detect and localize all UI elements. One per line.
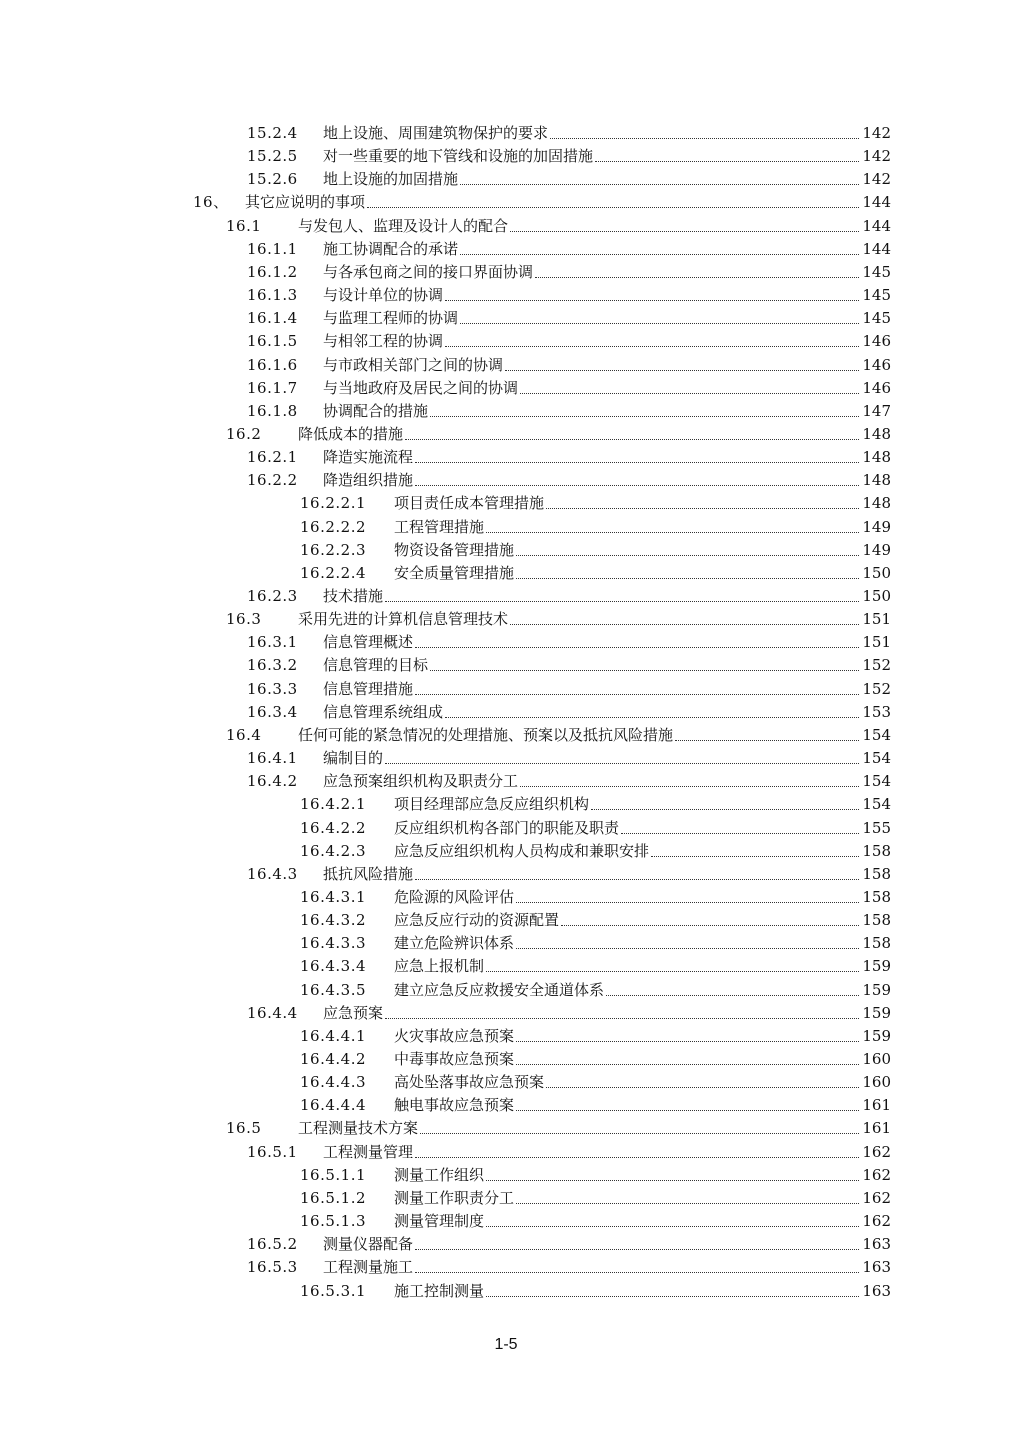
toc-entry-page: 162 (862, 1165, 891, 1184)
toc-entry-page: 144 (862, 239, 891, 258)
toc-entry-page: 159 (862, 980, 891, 999)
toc-entry-title: 与相邻工程的协调 (323, 332, 444, 351)
toc-entry-page: 154 (862, 772, 891, 791)
toc-entry-page: 158 (862, 864, 891, 883)
toc-entry-title: 降造组织措施 (323, 471, 414, 490)
toc-entry-title: 与市政相关部门之间的协调 (323, 355, 504, 374)
toc-leader-dots (415, 869, 859, 880)
toc-entry-number: 16.3.2 (247, 656, 298, 675)
toc-entry[interactable] (193, 189, 891, 212)
toc-entry[interactable] (226, 213, 891, 236)
toc-leader-dots (595, 151, 859, 162)
toc-entry-number: 16.1.4 (247, 309, 298, 328)
toc-entry-number: 16.1.1 (247, 239, 298, 258)
toc-entry-title: 高处坠落事故应急预案 (394, 1073, 545, 1092)
toc-leader-dots (520, 776, 859, 787)
toc-entry-title: 物资设备管理措施 (394, 540, 515, 559)
toc-entry[interactable] (300, 838, 891, 861)
toc-entry[interactable] (226, 421, 891, 444)
toc-entry-title: 协调配合的措施 (323, 401, 429, 420)
toc-entry-title: 中毒事故应急预案 (394, 1050, 515, 1068)
toc-leader-dots (505, 360, 859, 371)
toc-entry[interactable] (226, 1115, 891, 1138)
toc-entry-number: 15.2.5 (247, 147, 298, 166)
toc-entry-page: 153 (862, 702, 891, 721)
toc-entry-page: 150 (862, 587, 891, 605)
toc-entry-number: 16.4.3.5 (300, 980, 367, 999)
toc-leader-dots (516, 1193, 859, 1204)
toc-entry-number: 16.2.2.3 (300, 540, 367, 559)
toc-entry-number: 16.2.2.1 (300, 494, 367, 513)
toc-entry-page: 162 (862, 1212, 891, 1231)
toc-entry-number: 16.5.3.1 (300, 1281, 367, 1300)
toc-entry-page: 148 (862, 471, 891, 490)
toc-entry-number: 16.5.1.1 (300, 1165, 367, 1184)
toc-entry-number: 16.5.3 (247, 1258, 298, 1277)
toc-entry-title: 信息管理概述 (323, 633, 414, 652)
toc-leader-dots (460, 174, 859, 185)
toc-entry[interactable] (300, 930, 891, 953)
toc-entry[interactable] (247, 305, 891, 328)
toc-leader-dots (591, 799, 859, 810)
toc-entry-number: 15.2.4 (247, 124, 298, 142)
page-number: 1-5 (494, 1336, 518, 1353)
toc-entry-title: 测量管理制度 (394, 1212, 485, 1231)
toc-entry-page: 144 (862, 193, 891, 212)
toc-entry-page: 160 (862, 1050, 891, 1068)
toc-leader-dots (675, 730, 859, 741)
toc-leader-dots (367, 197, 859, 208)
toc-entry-title: 应急预案 (323, 1003, 384, 1022)
toc-leader-dots (486, 1216, 859, 1227)
toc-entry-page: 145 (862, 309, 891, 328)
toc-entry-title: 应急反应组织机构人员构成和兼职安排 (394, 841, 650, 860)
toc-entry-title: 地上设施、周围建筑物保护的要求 (323, 124, 549, 142)
toc-entry-page: 161 (862, 1119, 891, 1138)
toc-entry-number: 16.4.4.1 (300, 1026, 367, 1045)
toc-entry-number: 16.3 (226, 610, 262, 629)
toc-entry-title: 施工控制测量 (394, 1281, 485, 1300)
toc-entry[interactable] (247, 1139, 891, 1162)
toc-entry-title: 项目责任成本管理措施 (394, 494, 545, 513)
toc-entry-page: 161 (862, 1096, 891, 1115)
toc-entry-page: 146 (862, 378, 891, 397)
toc-entry-number: 16.1.6 (247, 355, 298, 374)
toc-leader-dots (415, 1262, 859, 1273)
toc-entry[interactable] (300, 953, 891, 976)
toc-entry[interactable] (247, 467, 891, 490)
toc-entry-title: 危险源的风险评估 (394, 887, 515, 906)
toc-entry-page: 146 (862, 332, 891, 351)
toc-entry-title: 信息管理系统组成 (323, 702, 444, 721)
toc-entry-page: 162 (862, 1142, 891, 1161)
toc-leader-dots (415, 1239, 859, 1250)
toc-entry-title: 采用先进的计算机信息管理技术 (298, 610, 509, 629)
toc-entry-page: 152 (862, 679, 891, 698)
toc-entry-number: 16.4.3.1 (300, 887, 367, 906)
toc-entry[interactable] (247, 444, 891, 467)
toc-entry-page: 154 (862, 749, 891, 768)
toc-leader-dots (385, 1008, 859, 1019)
toc-entry-title: 降低成本的措施 (298, 424, 404, 443)
toc-entry-title: 应急反应行动的资源配置 (394, 911, 560, 930)
toc-entry[interactable] (300, 490, 891, 513)
toc-entry-title: 抵抗风险措施 (323, 864, 414, 883)
toc-entry[interactable] (300, 514, 891, 537)
toc-leader-dots (430, 406, 859, 417)
toc-entry[interactable] (300, 791, 891, 814)
toc-entry-page: 160 (862, 1073, 891, 1092)
toc-entry-title: 对一些重要的地下管线和设施的加固措施 (323, 147, 594, 166)
toc-entry[interactable] (247, 166, 891, 189)
toc-entry[interactable] (247, 1254, 891, 1277)
toc-leader-dots (486, 1286, 859, 1297)
toc-entry-number: 16.5 (226, 1119, 262, 1138)
toc-entry-title: 与设计单位的协调 (323, 286, 444, 305)
toc-leader-dots (606, 985, 859, 996)
toc-entry-number: 16.1.8 (247, 401, 298, 420)
toc-entry[interactable] (247, 236, 891, 259)
toc-entry[interactable] (300, 560, 891, 583)
toc-entry-page: 151 (862, 610, 891, 629)
toc-entry[interactable] (247, 629, 891, 652)
toc-entry-number: 16.4.2 (247, 772, 298, 791)
toc-entry-page: 154 (862, 795, 891, 814)
toc-entry-title: 信息管理措施 (323, 679, 414, 698)
toc-entry-title: 工程管理措施 (394, 517, 485, 536)
toc-leader-dots (621, 823, 859, 834)
toc-leader-dots (445, 336, 859, 347)
toc-entry-number: 16.4.3.3 (300, 934, 367, 953)
toc-entry-page: 159 (862, 1003, 891, 1022)
toc-leader-dots (385, 591, 859, 602)
toc-entry[interactable] (247, 143, 891, 166)
toc-entry-page: 148 (862, 424, 891, 443)
toc-entry-page: 142 (862, 170, 891, 189)
toc-entry-number: 16.4.3 (247, 864, 298, 883)
toc-entry-title: 测量工作职责分工 (394, 1188, 515, 1207)
toc-entry-title: 技术措施 (323, 587, 384, 605)
toc-entry-number: 16.1.3 (247, 286, 298, 305)
toc-leader-dots (516, 1100, 859, 1111)
toc-entry-title: 与监理工程师的协调 (323, 309, 459, 328)
toc-entry-page: 142 (862, 124, 891, 142)
toc-entry[interactable] (247, 328, 891, 351)
toc-entry-title: 应急预案组织机构及职责分工 (323, 772, 519, 791)
toc-entry[interactable] (300, 1023, 891, 1046)
toc-leader-dots (520, 383, 859, 394)
toc-entry[interactable] (247, 375, 891, 398)
toc-entry-title: 与各承包商之间的接口界面协调 (323, 262, 534, 281)
toc-leader-dots (516, 568, 859, 579)
toc-entry-title: 工程测量管理 (323, 1142, 414, 1161)
toc-entry[interactable] (247, 1231, 891, 1254)
toc-entry-number: 16.4.4 (247, 1003, 298, 1022)
toc-entry-title: 安全质量管理措施 (394, 563, 515, 582)
toc-entry[interactable] (247, 861, 891, 884)
toc-entry[interactable] (247, 1000, 891, 1023)
toc-leader-dots (415, 452, 859, 463)
toc-entry-title: 与发包人、监理及设计人的配合 (298, 216, 509, 235)
toc-entry-title: 反应组织机构各部门的职能及职责 (394, 818, 620, 837)
toc-entry-number: 16.1.2 (247, 262, 298, 281)
toc-entry-number: 16.5.1.3 (300, 1212, 367, 1231)
toc-leader-dots (445, 290, 859, 301)
toc-entry-title: 任何可能的紧急情况的处理措施、预案以及抵抗风险措施 (298, 725, 674, 744)
toc-entry-page: 155 (862, 818, 891, 837)
toc-entry[interactable] (247, 259, 891, 282)
toc-entry-number: 16.3.3 (247, 679, 298, 698)
toc-entry-page: 151 (862, 633, 891, 652)
toc-entry-title: 信息管理的目标 (323, 656, 429, 675)
toc-entry[interactable] (247, 768, 891, 791)
toc-leader-dots (430, 660, 859, 671)
toc-leader-dots (516, 1054, 859, 1065)
toc-entry-page: 158 (862, 887, 891, 906)
toc-entry-number: 16.3.4 (247, 702, 298, 721)
toc-entry[interactable] (300, 1278, 891, 1301)
toc-entry-page: 163 (862, 1281, 891, 1300)
toc-entry-title: 建立危险辨识体系 (394, 934, 515, 953)
toc-entry-title: 编制目的 (323, 749, 384, 768)
toc-entry-page: 149 (862, 517, 891, 536)
toc-entry-page: 145 (862, 286, 891, 305)
toc-entry-page: 144 (862, 216, 891, 235)
toc-leader-dots (460, 313, 859, 324)
toc-entry-title: 工程测量施工 (323, 1258, 414, 1277)
toc-entry-number: 16.4.2.1 (300, 795, 367, 814)
toc-entry-page: 158 (862, 911, 891, 930)
toc-leader-dots (516, 1031, 859, 1042)
toc-entry[interactable] (247, 398, 891, 421)
toc-entry[interactable] (300, 907, 891, 930)
toc-leader-dots (546, 1077, 859, 1088)
toc-entry-page: 147 (862, 401, 891, 420)
toc-leader-dots (516, 938, 859, 949)
toc-entry-number: 16.2.3 (247, 587, 298, 605)
toc-leader-dots (385, 753, 859, 764)
toc-entry[interactable] (247, 352, 891, 375)
toc-leader-dots (415, 637, 859, 648)
toc-entry[interactable] (300, 977, 891, 1000)
toc-entry[interactable] (247, 652, 891, 675)
toc-leader-dots (535, 267, 859, 278)
toc-leader-dots (550, 128, 859, 139)
toc-entry-page: 158 (862, 934, 891, 953)
toc-entry-title: 与当地政府及居民之间的协调 (323, 378, 519, 397)
toc-entry[interactable] (300, 537, 891, 560)
toc-entry-number: 16.2.2.2 (300, 517, 367, 536)
toc-entry-title: 应急上报机制 (394, 957, 485, 976)
toc-entry-number: 16.2 (226, 424, 262, 443)
toc-entry[interactable] (247, 676, 891, 699)
toc-leader-dots (420, 1123, 859, 1134)
toc-entry[interactable] (300, 1046, 891, 1069)
toc-entry-title: 火灾事故应急预案 (394, 1026, 515, 1045)
toc-leader-dots (415, 475, 859, 486)
toc-leader-dots (516, 545, 859, 556)
toc-leader-dots (405, 429, 859, 440)
toc-entry-number: 16.4.4.3 (300, 1073, 367, 1092)
toc-entry-number: 16.4.4.2 (300, 1050, 367, 1068)
toc-entry-page: 149 (862, 540, 891, 559)
toc-entry-title: 施工协调配合的承诺 (323, 239, 459, 258)
toc-entry-page: 142 (862, 147, 891, 166)
toc-entry[interactable] (300, 815, 891, 838)
toc-entry-number: 16.5.1.2 (300, 1188, 367, 1207)
toc-entry[interactable] (300, 1208, 891, 1231)
toc-entry-page: 146 (862, 355, 891, 374)
toc-leader-dots (445, 707, 859, 718)
toc-entry-page: 148 (862, 494, 891, 513)
toc-entry-number: 16、 (193, 193, 229, 212)
toc-leader-dots (486, 961, 859, 972)
toc-entry[interactable] (300, 1162, 891, 1185)
toc-entry-number: 16.4.4.4 (300, 1096, 367, 1115)
toc-leader-dots (486, 1170, 859, 1181)
toc-entry-page: 158 (862, 841, 891, 860)
toc-leader-dots (415, 1147, 859, 1158)
toc-entry-number: 16.1.7 (247, 378, 298, 397)
toc-entry[interactable] (247, 120, 891, 143)
toc-entry-number: 16.4.2.2 (300, 818, 367, 837)
toc-leader-dots (651, 846, 859, 857)
toc-entry-title: 测量仪器配备 (323, 1235, 414, 1254)
toc-entry-number: 15.2.6 (247, 170, 298, 189)
toc-entry[interactable] (226, 606, 891, 629)
toc-leader-dots (486, 522, 859, 533)
toc-leader-dots (510, 221, 859, 232)
toc-leader-dots (546, 498, 859, 509)
toc-entry-number: 16.4 (226, 725, 262, 744)
toc-entry[interactable] (300, 1092, 891, 1115)
toc-entry[interactable] (300, 1185, 891, 1208)
toc-entry-page: 152 (862, 656, 891, 675)
toc-entry-title: 工程测量技术方案 (298, 1119, 419, 1138)
toc-entry-page: 162 (862, 1188, 891, 1207)
toc-entry-title: 降造实施流程 (323, 448, 414, 467)
toc-entry-page: 163 (862, 1235, 891, 1254)
toc-entry-page: 154 (862, 725, 891, 744)
toc-entry-title: 建立应急反应救援安全通道体系 (394, 980, 605, 999)
toc-entry-number: 16.5.2 (247, 1235, 298, 1254)
toc-leader-dots (460, 244, 859, 255)
toc-entry-number: 16.4.3.4 (300, 957, 367, 976)
toc-entry-page: 148 (862, 448, 891, 467)
toc-leader-dots (561, 915, 859, 926)
toc-entry-page: 159 (862, 1026, 891, 1045)
toc-leader-dots (510, 614, 859, 625)
toc-entry-number: 16.2.2 (247, 471, 298, 490)
toc-entry-number: 16.5.1 (247, 1142, 298, 1161)
toc-entry[interactable] (247, 699, 891, 722)
toc-entry[interactable] (300, 1069, 891, 1092)
toc-entry-number: 16.4.2.3 (300, 841, 367, 860)
toc-entry-title: 其它应说明的事项 (245, 193, 366, 212)
toc-entry-number: 16.3.1 (247, 633, 298, 652)
toc-entry[interactable] (247, 282, 891, 305)
toc-entry-number: 16.2.2.4 (300, 563, 367, 582)
toc-leader-dots (415, 684, 859, 695)
toc-entry-page: 159 (862, 957, 891, 976)
toc-entry-title: 测量工作组织 (394, 1165, 485, 1184)
toc-entry-title: 触电事故应急预案 (394, 1096, 515, 1115)
toc-entry-page: 163 (862, 1258, 891, 1277)
toc-entry-page: 145 (862, 262, 891, 281)
toc-entry[interactable] (247, 583, 891, 606)
toc-entry-number: 16.4.1 (247, 749, 298, 768)
toc-entry[interactable] (300, 884, 891, 907)
toc-entry-number: 16.1 (226, 216, 262, 235)
toc-entry-number: 16.4.3.2 (300, 911, 367, 930)
toc-entry-page: 150 (862, 563, 891, 582)
toc-leader-dots (516, 892, 859, 903)
toc-entry-title: 地上设施的加固措施 (323, 170, 459, 189)
toc-entry[interactable] (226, 722, 891, 745)
toc-entry-number: 16.2.1 (247, 448, 298, 467)
toc-entry-title: 项目经理部应急反应组织机构 (394, 795, 590, 814)
toc-entry[interactable] (247, 745, 891, 768)
toc-entry-number: 16.1.5 (247, 332, 298, 351)
